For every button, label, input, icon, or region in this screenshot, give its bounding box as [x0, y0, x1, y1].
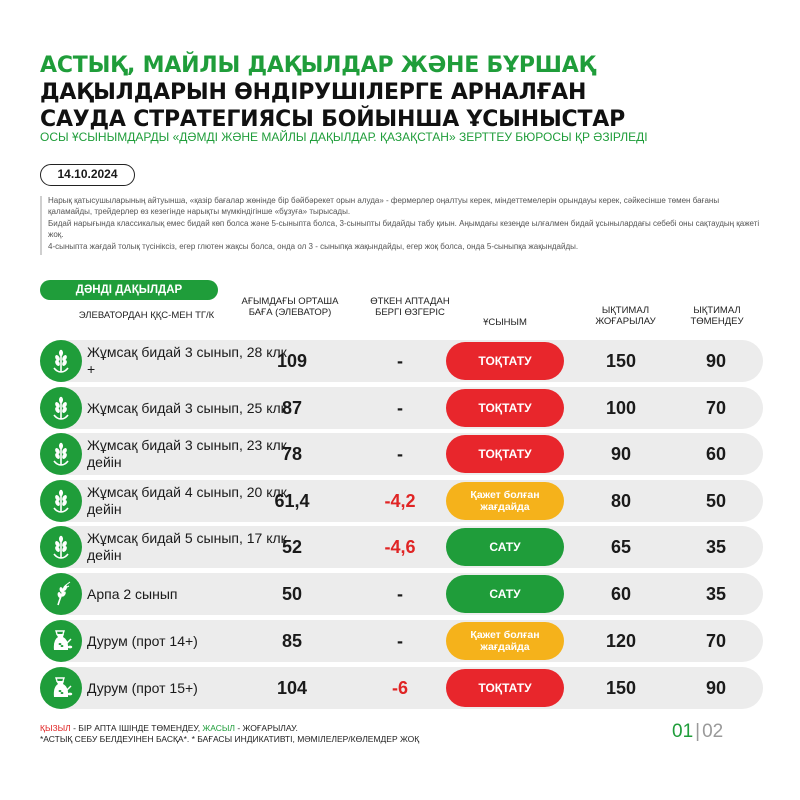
product-name: Дурум (прот 15+) — [87, 679, 198, 696]
price-value: 52 — [281, 537, 303, 557]
product-name: Жұмсақ бидай 3 сынып, 28 клк + — [87, 344, 287, 377]
price-value: 78 — [281, 444, 303, 464]
table-row — [40, 573, 763, 615]
wheat-icon — [40, 480, 82, 522]
table-row — [40, 526, 763, 568]
potential-down-value: 90 — [705, 678, 727, 698]
product-name: Жұмсақ бидай 3 сынып, 23 клк дейін — [87, 437, 287, 470]
recommendation-badge: САТУ — [446, 575, 564, 613]
potential-down-value: 35 — [705, 584, 727, 604]
potential-down-value: 35 — [705, 537, 727, 557]
product-name: Дурум (прот 14+) — [87, 632, 198, 649]
weekly-change: - — [397, 351, 403, 371]
recommendation-badge: ТОҚТАТУ — [446, 342, 564, 380]
wheat-icon — [40, 526, 82, 568]
table-row — [40, 620, 763, 662]
potential-up-value: 65 — [610, 537, 632, 557]
notes-block — [40, 196, 760, 255]
page-next[interactable]: 02 — [702, 721, 724, 742]
potential-up-value: 120 — [605, 631, 637, 651]
column-header-change: ӨТКЕН АПТАДАН БЕРГІ ӨЗГЕРІС — [370, 296, 450, 318]
title-line-2: ДАҚЫЛДАРЫН ӨНДІРУШІЛЕРГЕ АРНАЛҒАН — [40, 80, 587, 105]
page-current[interactable]: 01 — [672, 721, 694, 742]
product-name: Арпа 2 сынып — [87, 585, 178, 602]
date-badge: 14.10.2024 — [40, 164, 135, 186]
potential-up-value: 80 — [610, 491, 632, 511]
weekly-change: - — [397, 444, 403, 464]
wheat-icon — [40, 433, 82, 475]
column-header-recommendation: ҰСЫНЫМ — [483, 317, 527, 328]
potential-down-value: 90 — [705, 351, 727, 371]
note-2: Бидай нарығында классикалық емес бидай көп болса және 5-сыныпта болса, 3-сыныпты бидайды табу қиын. Аңымдағы кезеңде ылғалмен бидай ұсынылардағы себебі оны сақтаудың қажеті жоқ. — [48, 219, 760, 239]
price-value: 87 — [281, 398, 303, 418]
column-header-potential-up: ЫҚТИМАЛ ЖОҒАРЫЛАУ — [595, 305, 656, 327]
potential-up-value: 90 — [610, 444, 632, 464]
price-value: 61,4 — [274, 491, 310, 511]
wheat-icon — [40, 387, 82, 429]
grain-sack-icon — [40, 667, 82, 709]
table-row — [40, 667, 763, 709]
table-row — [40, 340, 763, 382]
column-header-price: АҒЫМДАҒЫ ОРТАША БАҒА (ЭЛЕВАТОР) — [241, 296, 339, 318]
recommendation-badge: САТУ — [446, 528, 564, 566]
weekly-change: -6 — [391, 678, 408, 698]
price-value: 85 — [281, 631, 303, 651]
table-row — [40, 480, 763, 522]
page-separator: | — [695, 721, 701, 742]
recommendation-badge: ТОҚТАТУ — [446, 389, 564, 427]
barley-icon — [40, 573, 82, 615]
potential-up-value: 150 — [605, 351, 637, 371]
page-indicator — [672, 720, 723, 744]
weekly-change: - — [397, 398, 403, 418]
potential-down-value: 50 — [705, 491, 727, 511]
weekly-change: -4,6 — [384, 537, 416, 557]
column-header-product: ЭЛЕВАТОРДАН ҚҚС-МЕН ТГ/К — [78, 310, 215, 321]
price-value: 50 — [281, 584, 303, 604]
grain-sack-icon — [40, 620, 82, 662]
legend-red-text: - БІР АПТА ІШІНДЕ ТӨМЕНДЕУ, — [70, 723, 203, 733]
recommendation-badge: ТОҚТАТУ — [446, 669, 564, 707]
weekly-change: - — [397, 631, 403, 651]
potential-down-value: 70 — [705, 398, 727, 418]
product-name: Жұмсақ бидай 4 сынып, 20 клк дейін — [87, 484, 287, 517]
potential-down-value: 60 — [705, 444, 727, 464]
legend-red-word: ҚЫЗЫЛ — [40, 723, 71, 733]
table-row — [40, 433, 763, 475]
recommendation-badge: ТОҚТАТУ — [446, 435, 564, 473]
recommendation-badge: Қажет болған жағдайда — [446, 622, 564, 660]
section-label: ДӘНДІ ДАҚЫЛДАР — [40, 280, 218, 300]
potential-up-value: 150 — [605, 678, 637, 698]
weekly-change: - — [397, 584, 403, 604]
potential-up-value: 100 — [605, 398, 637, 418]
legend-footnote: *АСТЫҚ СЕБУ БЕЛДЕУІНЕН БАСҚА*. * БАҒАСЫ ИНДИКАТИВТІ, МӘМІЛЕЛЕР/КӨЛЕМДЕР ЖОҚ — [40, 734, 420, 744]
column-header-potential-down: ЫҚТИМАЛ ТӨМЕНДЕУ — [690, 305, 744, 327]
potential-up-value: 60 — [610, 584, 632, 604]
recommendation-badge: Қажет болған жағдайда — [446, 482, 564, 520]
wheat-icon — [40, 340, 82, 382]
title-line-1: АСТЫҚ, МАЙЛЫ ДАҚЫЛДАР ЖӘНЕ БҰРШАҚ — [40, 53, 596, 78]
note-1: Нарық қатысушыларының айтуынша, «қазір бағалар жөнінде бір бәйбәрекет орын алуда» - фермерлер оңалтуы керек, міндеттемелерін орындауы керек, сәйкесінше төмен бағаны қаламайды, трейдерлер өз кезегінде нарықты мүмкіндігінше «бұзуға» тырысады. — [48, 196, 720, 216]
note-3: 4-сыныпта жағдай толық түсініксіз, егер глютен жақсы болса, онда ол 3 - сыныпқа жақындайды, егер жоқ болса, онда 5-сыныпқа жақындайды. — [48, 242, 579, 251]
potential-down-value: 70 — [705, 631, 727, 651]
product-name: Жұмсақ бидай 3 сынып, 25 клк — [87, 399, 287, 416]
product-name: Жұмсақ бидай 5 сынып, 17 клк дейін — [87, 530, 287, 563]
weekly-change: -4,2 — [384, 491, 416, 511]
legend-green-word: ЖАСЫЛ — [202, 723, 235, 733]
legend — [40, 723, 640, 745]
price-value: 104 — [276, 678, 308, 698]
title-line-3: САУДА СТРАТЕГИЯСЫ БОЙЫНША ҰСЫНЫСТАР — [40, 107, 626, 132]
table-row — [40, 387, 763, 429]
subtitle: ОСЫ ҰСЫНЫМДАРДЫ «ДӘМДІ ЖӘНЕ МАЙЛЫ ДАҚЫЛДАР. ҚАЗАҚСТАН» ЗЕРТТЕУ БЮРОСЫ ҚР ӘЗІРЛЕДІ — [40, 130, 648, 144]
page-title — [40, 52, 770, 133]
legend-green-text: - ЖОҒАРЫЛАУ. — [235, 723, 298, 733]
price-value: 109 — [276, 351, 308, 371]
